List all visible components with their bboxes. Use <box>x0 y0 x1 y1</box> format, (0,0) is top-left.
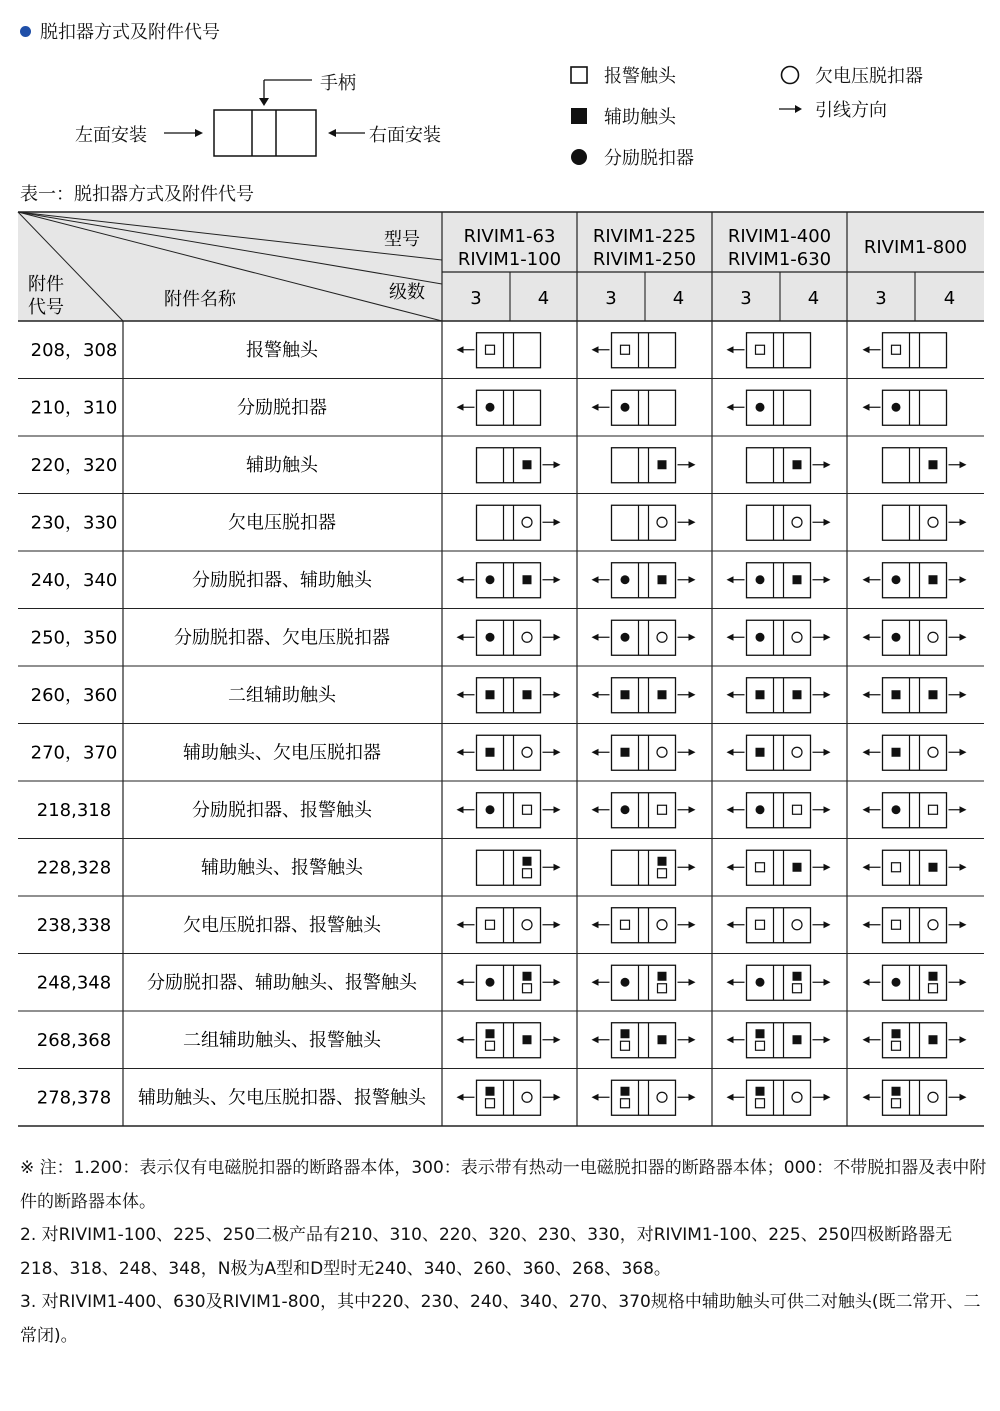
breaker-symbol <box>727 333 811 368</box>
aux-contact-icon <box>658 460 667 469</box>
accessory-name: 报警触头 <box>246 339 318 361</box>
arrow-right-icon <box>960 634 967 641</box>
shunt-release-icon <box>756 403 765 412</box>
accessory-name: 二组辅助触头 <box>228 684 336 706</box>
shunt-release-icon <box>892 805 901 814</box>
arrow-left-icon <box>457 979 464 986</box>
breaker-symbol <box>727 850 831 885</box>
breaker-body <box>747 1080 811 1115</box>
breaker-symbol <box>863 390 947 425</box>
arrow-right-icon <box>689 979 696 986</box>
shunt-release-icon <box>756 575 765 584</box>
note-1: ※ 注：1.200：表示仅有电磁脱扣器的断路器本体，300：表示带有热动一电磁脱扣器的断路器本体；000：不带脱扣器及表中附件的断路器本体。 <box>20 1158 987 1212</box>
aux-contact-icon <box>756 748 765 757</box>
breaker-symbol <box>727 965 831 1000</box>
arrow-right-icon <box>689 806 696 813</box>
arrow-left-icon <box>457 1094 464 1101</box>
aux-contact-icon <box>756 1029 765 1038</box>
aux-contact-icon <box>658 972 667 981</box>
aux-contact-icon <box>793 863 802 872</box>
aux-contact-icon <box>523 857 532 866</box>
arrow-right-icon <box>554 461 561 468</box>
table-caption: 表一：脱扣器方式及附件代号 <box>20 184 254 205</box>
arrow-right-icon <box>960 691 967 698</box>
arrow-right-icon <box>960 749 967 756</box>
aux-contact-icon <box>793 460 802 469</box>
breaker-symbol <box>727 563 831 598</box>
aux-contact-icon <box>892 690 901 699</box>
breaker-symbol <box>727 1023 831 1058</box>
aux-contact-icon <box>793 575 802 584</box>
header-name-label: 附件名称 <box>164 289 236 310</box>
arrow-right-icon <box>824 979 831 986</box>
accessory-code: 208，308 <box>30 339 118 361</box>
aux-contact-icon <box>793 972 802 981</box>
breaker-symbol <box>883 448 967 483</box>
model-name: RIVIM1-800 <box>863 237 968 258</box>
breaker-symbol <box>457 908 561 943</box>
arrow-left-icon <box>727 576 734 583</box>
pole-count: 3 <box>875 288 887 309</box>
arrow-left-icon <box>457 749 464 756</box>
right-mount-label: 右面安装 <box>369 125 441 146</box>
breaker-symbol <box>863 965 967 1000</box>
arrow-right-icon <box>554 519 561 526</box>
header-model-label: 型号 <box>384 229 420 250</box>
accessory-code: 220，320 <box>30 454 118 476</box>
accessory-code: 238,338 <box>36 914 112 936</box>
shunt-release-icon <box>892 403 901 412</box>
accessory-code: 218,318 <box>36 799 112 821</box>
aux-contact-icon <box>621 1087 630 1096</box>
breaker-symbol <box>883 505 967 540</box>
arrow-left-icon <box>727 864 734 871</box>
arrow-right-icon <box>824 519 831 526</box>
accessory-name: 辅助触头、报警触头 <box>201 857 363 879</box>
breaker-symbol <box>592 735 696 770</box>
arrow-right-icon <box>960 1094 967 1101</box>
arrow-right-icon <box>824 461 831 468</box>
arrow-right-icon <box>689 1094 696 1101</box>
aux-contact-icon <box>929 690 938 699</box>
arrow-left-icon <box>457 634 464 641</box>
accessory-name: 辅助触头、欠电压脱扣器 <box>183 742 381 764</box>
breaker-symbol <box>863 850 967 885</box>
arrow-left-icon <box>457 404 464 411</box>
aux-contact-icon <box>929 1035 938 1044</box>
arrow-left-icon <box>727 404 734 411</box>
accessory-code: 260，360 <box>30 684 118 706</box>
shunt-release-icon <box>892 575 901 584</box>
accessory-name: 辅助触头、欠电压脱扣器、报警触头 <box>138 1087 426 1109</box>
arrow-left-icon <box>457 1036 464 1043</box>
accessory-name: 分励脱扣器、辅助触头、报警触头 <box>147 972 417 994</box>
aux-contact-icon <box>523 575 532 584</box>
aux-contact-icon <box>756 690 765 699</box>
legend-aux-label: 辅助触头 <box>604 107 676 128</box>
breaker-symbol <box>592 620 696 655</box>
arrow-left-icon <box>592 921 599 928</box>
arrow-left-icon <box>863 634 870 641</box>
aux-contact-icon <box>892 1029 901 1038</box>
shunt-release-icon <box>756 633 765 642</box>
breaker-symbol <box>863 563 967 598</box>
aux-contact-icon <box>621 690 630 699</box>
aux-contact-icon <box>523 972 532 981</box>
breaker-symbol <box>457 965 561 1000</box>
shunt-release-icon <box>756 805 765 814</box>
pole-count: 3 <box>605 288 617 309</box>
accessory-code: 240，340 <box>30 569 118 591</box>
arrow-left-icon <box>727 921 734 928</box>
arrow-right-icon <box>689 461 696 468</box>
breaker-symbol <box>457 620 561 655</box>
accessory-name: 欠电压脱扣器、报警触头 <box>183 914 381 936</box>
breaker-symbol <box>863 735 967 770</box>
arrow-right-icon <box>689 864 696 871</box>
breaker-symbol <box>592 678 696 713</box>
accessory-name: 分励脱扣器、报警触头 <box>192 799 372 821</box>
breaker-symbol <box>477 448 561 483</box>
arrow-right-icon <box>824 634 831 641</box>
arrow-left-icon <box>457 921 464 928</box>
arrow-left-icon <box>863 1036 870 1043</box>
accessory-name: 分励脱扣器 <box>237 397 327 419</box>
arrow-left-icon <box>863 691 870 698</box>
model-name: RIVIM1-63 <box>463 226 556 247</box>
model-name: RIVIM1-225 <box>592 226 697 247</box>
arrow-left-icon <box>457 576 464 583</box>
arrow-left-icon <box>863 979 870 986</box>
pole-count: 4 <box>537 288 550 309</box>
breaker-symbol <box>747 505 831 540</box>
pole-count: 4 <box>807 288 820 309</box>
breaker-body <box>477 1080 541 1115</box>
arrow-left-icon <box>727 1036 734 1043</box>
breaker-symbol <box>863 908 967 943</box>
handle-label: 手柄 <box>320 73 356 94</box>
arrow-right-icon <box>554 749 561 756</box>
breaker-body <box>612 1080 676 1115</box>
arrow-right-icon <box>960 979 967 986</box>
breaker-symbol <box>863 1023 967 1058</box>
arrow-right-icon <box>554 979 561 986</box>
arrow-left-icon <box>592 576 599 583</box>
accessory-code: 228,328 <box>36 857 112 879</box>
legend-lead-label: 引线方向 <box>815 100 887 121</box>
accessory-code: 278,378 <box>36 1087 112 1109</box>
breaker-symbol <box>592 333 676 368</box>
legend-undervoltage-label: 欠电压脱扣器 <box>815 66 923 87</box>
arrow-right-icon <box>824 806 831 813</box>
arrow-left-icon <box>727 749 734 756</box>
header-code-line2: 代号 <box>28 297 64 318</box>
model-name: RIVIM1-100 <box>457 249 562 270</box>
breaker-symbol <box>477 850 561 885</box>
arrow-left-icon <box>727 691 734 698</box>
arrow-right-icon <box>824 864 831 871</box>
aux-contact-icon <box>486 748 495 757</box>
arrow-left-icon <box>727 1094 734 1101</box>
breaker-symbol <box>592 1023 696 1058</box>
aux-contact-icon <box>892 1087 901 1096</box>
breaker-symbol <box>592 793 696 828</box>
breaker-symbol <box>457 678 561 713</box>
breaker-symbol <box>592 390 676 425</box>
header-code-line1: 附件 <box>28 274 64 295</box>
arrow-left-icon <box>863 1094 870 1101</box>
aux-contact-icon <box>658 575 667 584</box>
arrow-left-icon <box>457 691 464 698</box>
aux-contact-icon <box>658 690 667 699</box>
breaker-body <box>477 908 541 943</box>
arrow-left-icon <box>592 749 599 756</box>
arrow-right-icon <box>554 691 561 698</box>
pole-count: 4 <box>672 288 685 309</box>
aux-contact-icon <box>486 690 495 699</box>
model-name: RIVIM1-400 <box>727 226 832 247</box>
breaker-symbol <box>727 678 831 713</box>
aux-contact-icon <box>486 1087 495 1096</box>
accessory-name: 辅助触头 <box>246 454 318 476</box>
shunt-release-icon <box>892 978 901 987</box>
shunt-release-icon <box>486 403 495 412</box>
arrow-left-icon <box>592 634 599 641</box>
breaker-symbol <box>592 965 696 1000</box>
left-mount-label: 左面安装 <box>75 125 147 146</box>
arrow-right-icon <box>824 1036 831 1043</box>
accessory-code: 210，310 <box>30 397 118 419</box>
breaker-body <box>747 505 811 540</box>
arrow-left-icon <box>592 1094 599 1101</box>
breaker-symbol <box>612 850 696 885</box>
aux-contact-icon <box>486 1029 495 1038</box>
breaker-body <box>883 1080 947 1115</box>
breaker-body <box>612 850 676 885</box>
arrow-left-icon <box>863 749 870 756</box>
arrow-right-icon <box>554 576 561 583</box>
breaker-symbol <box>457 390 541 425</box>
arrow-right-icon <box>554 1094 561 1101</box>
arrow-left-icon <box>727 979 734 986</box>
breaker-symbol <box>457 333 541 368</box>
aux-contact-icon <box>658 857 667 866</box>
arrow-right-icon <box>689 749 696 756</box>
shunt-release-icon <box>621 403 630 412</box>
breaker-symbol <box>457 793 561 828</box>
header-poles-label: 级数 <box>389 282 425 303</box>
note-3: 3. 对RIVIM1-400、630及RIVIM1-800，其中220、230、240、340、270、370规格中辅助触头可供二对触头(既二常开、二常闭)。 <box>20 1292 981 1346</box>
breaker-symbol <box>457 1080 561 1115</box>
accessory-code: 250，350 <box>30 627 118 649</box>
breaker-symbol <box>612 448 696 483</box>
arrow-left-icon <box>592 404 599 411</box>
breaker-body <box>883 505 947 540</box>
arrow-right-icon <box>824 691 831 698</box>
arrow-right-icon <box>554 634 561 641</box>
shunt-release-icon <box>486 978 495 987</box>
arrow-left-icon <box>727 806 734 813</box>
arrow-right-icon <box>554 864 561 871</box>
accessory-code: 230，330 <box>30 512 118 534</box>
breaker-symbol <box>477 505 561 540</box>
arrow-right-icon <box>554 921 561 928</box>
shunt-release-icon <box>621 575 630 584</box>
section-title-text: 脱扣器方式及附件代号 <box>40 22 220 43</box>
arrow-right-icon <box>689 519 696 526</box>
accessory-name: 欠电压脱扣器 <box>228 512 336 534</box>
notes-section <box>20 1152 990 1353</box>
breaker-body <box>477 850 541 885</box>
arrow-left-icon <box>863 921 870 928</box>
arrow-left-icon <box>592 1036 599 1043</box>
arrow-left-icon <box>727 634 734 641</box>
breaker-symbol <box>457 1023 561 1058</box>
arrow-left-icon <box>457 346 464 353</box>
breaker-symbol <box>727 390 811 425</box>
shunt-release-icon <box>892 633 901 642</box>
breaker-symbol <box>457 563 561 598</box>
breaker-symbol <box>747 448 831 483</box>
aux-contact-icon <box>793 690 802 699</box>
breaker-symbol <box>863 333 947 368</box>
arrow-left-icon <box>592 346 599 353</box>
pole-count: 3 <box>740 288 752 309</box>
arrow-right-icon <box>824 1094 831 1101</box>
aux-contact-icon <box>523 690 532 699</box>
shunt-release-icon <box>486 805 495 814</box>
arrow-left-icon <box>863 576 870 583</box>
aux-contact-icon <box>523 1035 532 1044</box>
breaker-symbol <box>863 1080 967 1115</box>
arrow-right-icon <box>824 576 831 583</box>
aux-contact-icon <box>658 1035 667 1044</box>
breaker-symbol <box>592 563 696 598</box>
breaker-symbol <box>592 908 696 943</box>
arrow-right-icon <box>824 749 831 756</box>
breaker-body <box>477 333 541 368</box>
note-2: 2. 对RIVIM1-100、225、250二极产品有210、310、220、320、230、330，对RIVIM1-100、225、250四极断路器无218、318、248、348，N极为A型和D型时无240、340、260、360、268、368。 <box>20 1225 953 1279</box>
arrow-right-icon <box>689 634 696 641</box>
accessory-name: 分励脱扣器、欠电压脱扣器 <box>174 627 390 649</box>
breaker-symbol <box>727 1080 831 1115</box>
breaker-body <box>612 505 676 540</box>
model-name: RIVIM1-630 <box>727 249 832 270</box>
arrow-left-icon <box>592 979 599 986</box>
aux-contact-icon <box>793 1035 802 1044</box>
arrow-left-icon <box>863 346 870 353</box>
arrow-right-icon <box>554 806 561 813</box>
aux-contact-icon <box>756 1087 765 1096</box>
arrow-right-icon <box>689 921 696 928</box>
aux-contact-icon <box>929 863 938 872</box>
arrow-left-icon <box>863 864 870 871</box>
breaker-symbol <box>863 793 967 828</box>
arrow-left-icon <box>727 346 734 353</box>
aux-contact-icon <box>523 460 532 469</box>
accessory-name: 分励脱扣器、辅助触头 <box>192 569 372 591</box>
breaker-body <box>477 505 541 540</box>
pole-count: 3 <box>470 288 482 309</box>
breaker-symbol <box>612 505 696 540</box>
shunt-release-icon <box>756 978 765 987</box>
arrow-right-icon <box>960 461 967 468</box>
aux-contact-icon <box>929 575 938 584</box>
accessory-code: 270，370 <box>30 742 118 764</box>
arrow-left-icon <box>863 806 870 813</box>
accessory-code: 248,348 <box>36 972 112 994</box>
arrow-left-icon <box>592 806 599 813</box>
legend-shunt-label: 分励脱扣器 <box>604 148 694 169</box>
shunt-release-icon <box>621 978 630 987</box>
aux-contact-icon <box>621 748 630 757</box>
accessory-code: 268,368 <box>36 1029 112 1051</box>
arrow-right-icon <box>689 576 696 583</box>
aux-contact-icon <box>929 972 938 981</box>
breaker-symbol <box>457 735 561 770</box>
arrow-right-icon <box>960 519 967 526</box>
breaker-symbol <box>727 620 831 655</box>
model-name: RIVIM1-250 <box>592 249 697 270</box>
shunt-release-icon <box>621 805 630 814</box>
breaker-symbol <box>863 678 967 713</box>
breaker-symbol <box>592 1080 696 1115</box>
arrow-right-icon <box>960 1036 967 1043</box>
arrow-right-icon <box>960 806 967 813</box>
arrow-right-icon <box>554 1036 561 1043</box>
pole-count: 4 <box>943 288 956 309</box>
aux-contact-icon <box>621 1029 630 1038</box>
accessory-name: 二组辅助触头、报警触头 <box>183 1029 381 1051</box>
shunt-release-icon <box>621 633 630 642</box>
arrow-left-icon <box>592 691 599 698</box>
arrow-right-icon <box>960 921 967 928</box>
arrow-right-icon <box>824 921 831 928</box>
breaker-symbol <box>727 908 831 943</box>
arrow-right-icon <box>960 864 967 871</box>
aux-contact-icon <box>929 460 938 469</box>
arrow-right-icon <box>689 691 696 698</box>
breaker-symbol <box>727 793 831 828</box>
arrow-right-icon <box>689 1036 696 1043</box>
arrow-left-icon <box>863 404 870 411</box>
arrow-left-icon <box>457 806 464 813</box>
legend-alarm-label: 报警触头 <box>604 66 676 87</box>
breaker-symbol <box>863 620 967 655</box>
breaker-symbol <box>727 735 831 770</box>
shunt-release-icon <box>486 633 495 642</box>
shunt-release-icon <box>486 575 495 584</box>
arrow-right-icon <box>960 576 967 583</box>
aux-contact-icon <box>892 748 901 757</box>
